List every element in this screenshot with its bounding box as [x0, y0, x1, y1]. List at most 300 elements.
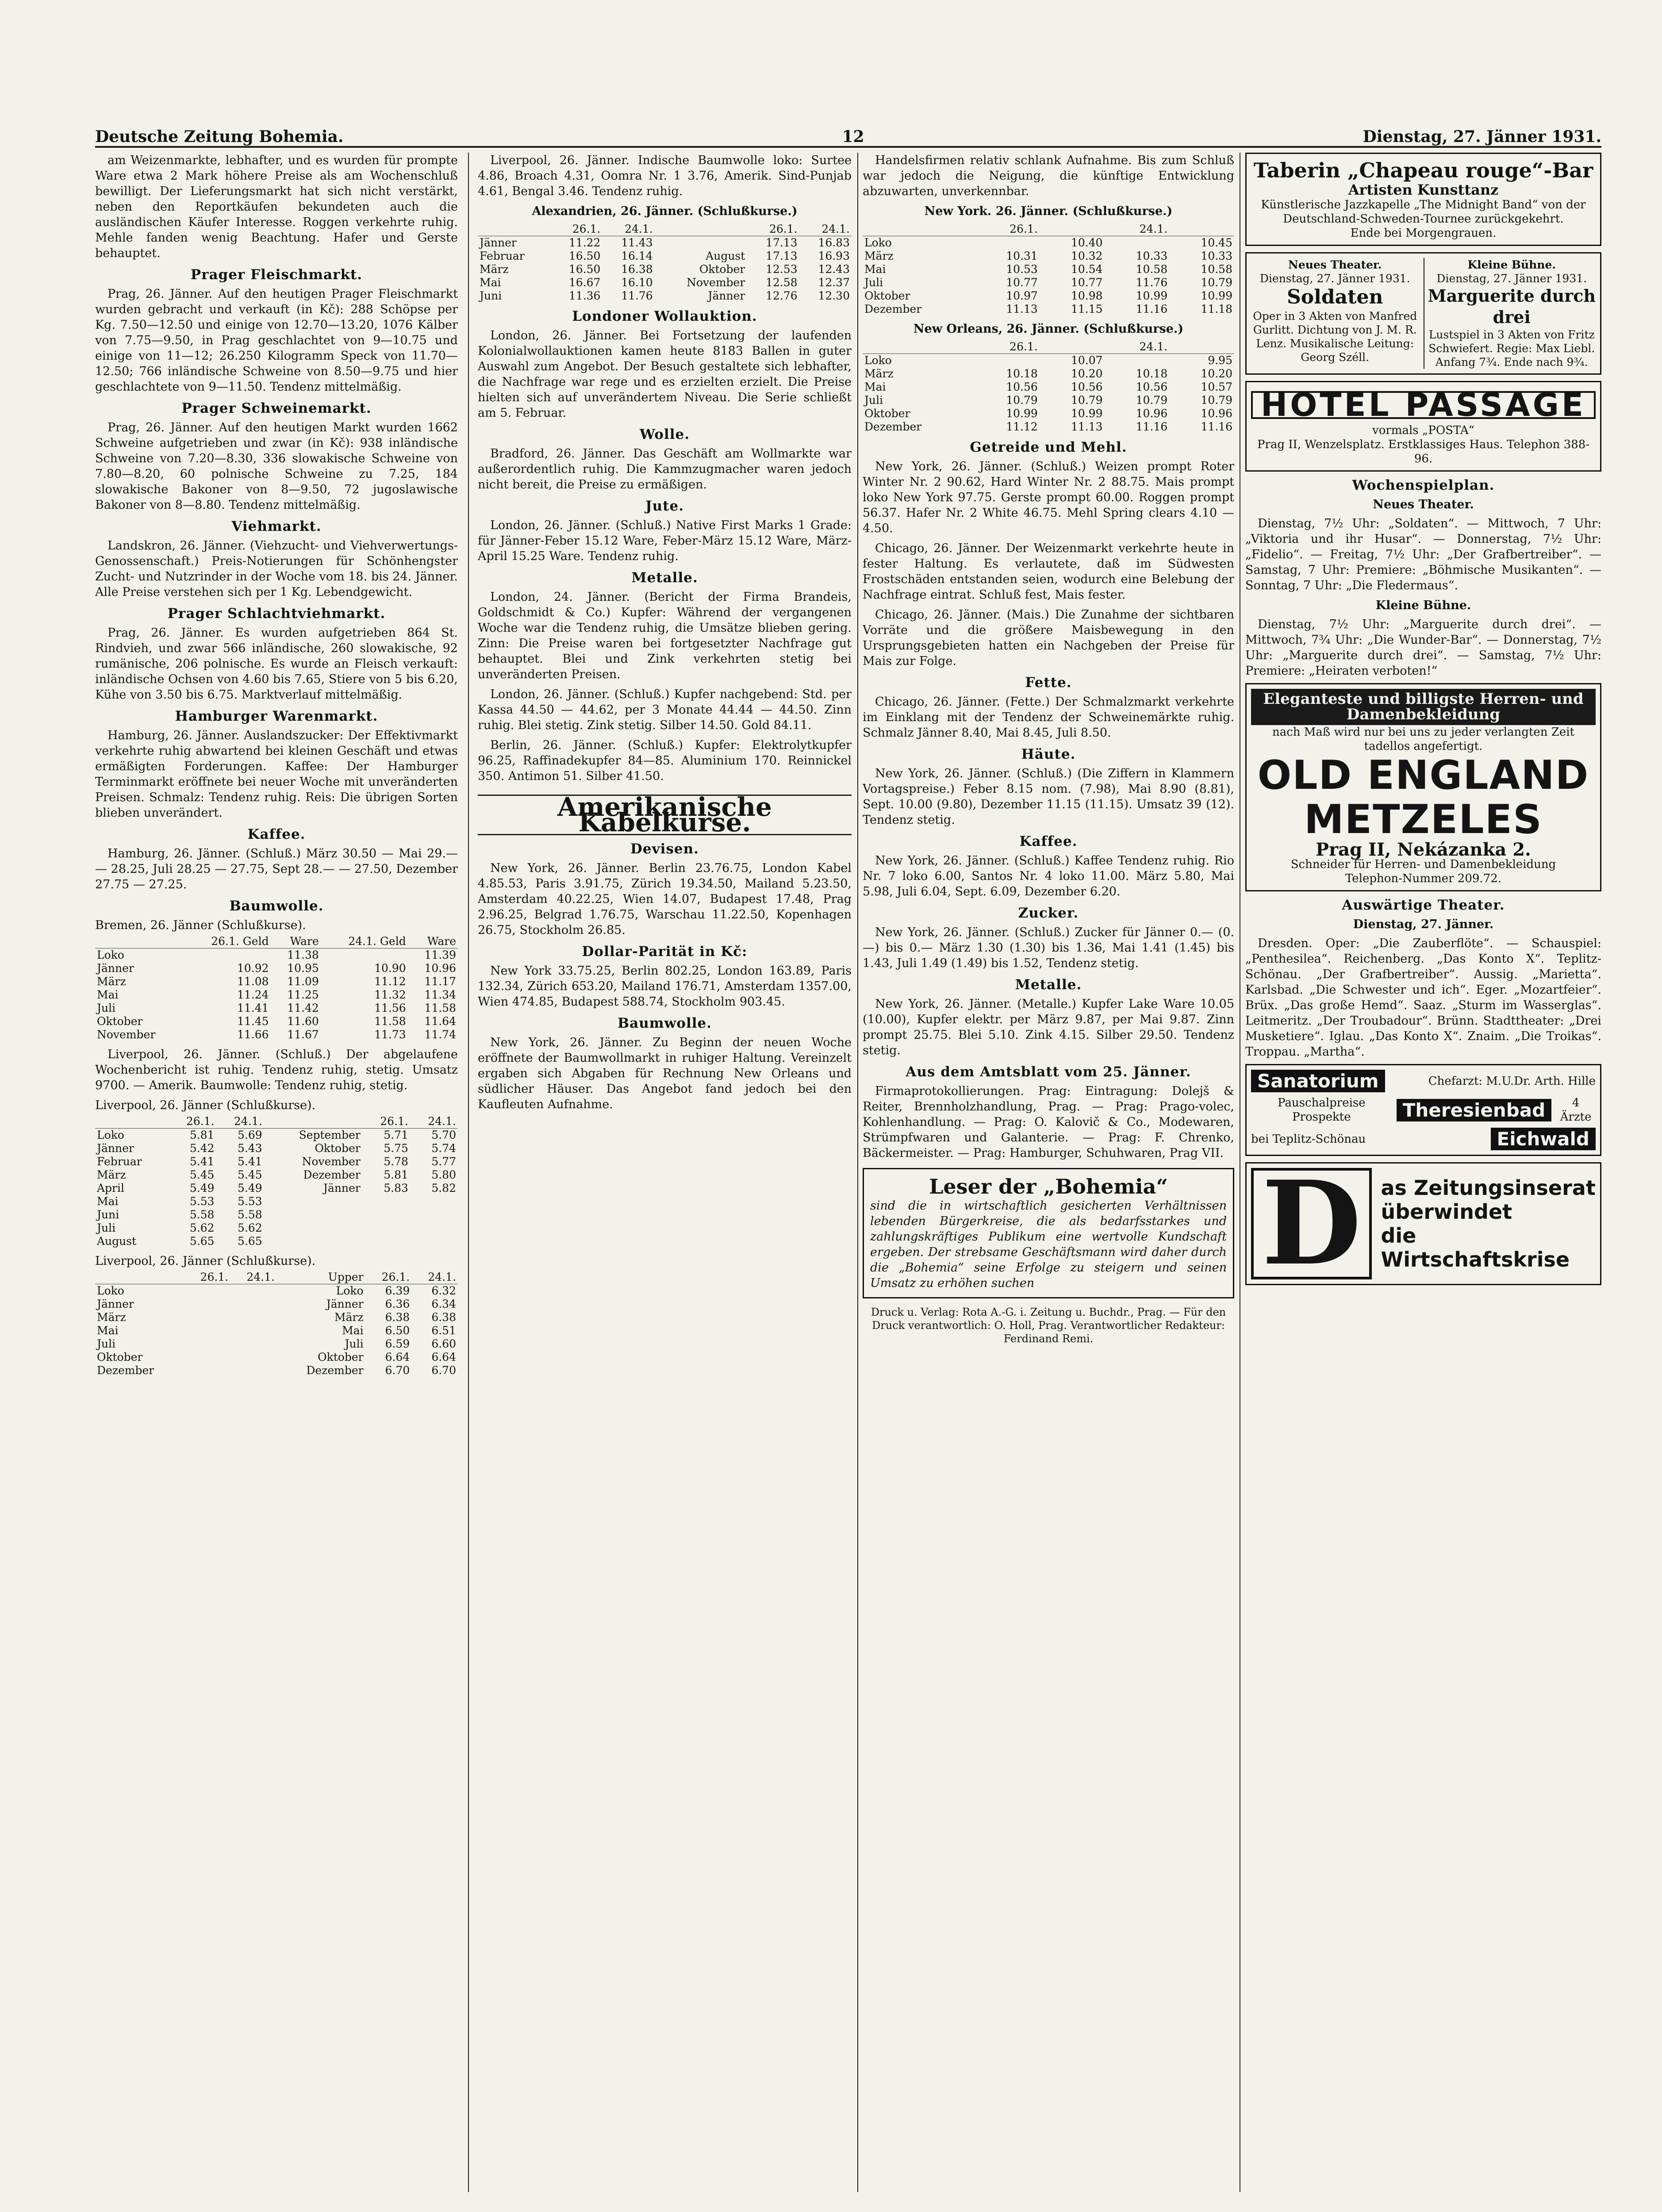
table-header-row [95, 1271, 458, 1284]
table-cell: Oktober [97, 1015, 143, 1028]
article-text: Handelsfirmen relativ schlank Aufnahme. Bis zum Schluß war jedoch die Neigung, die künftige Entwicklung abzuwarten, unverkennbar. [863, 154, 1234, 198]
table-cell: 6.64 [431, 1351, 456, 1363]
table-row [95, 1182, 458, 1195]
table-row [95, 1028, 458, 1041]
article-text: New York, 26. Jänner. Zu Beginn der neuen Woche eröffnete der Baumwollmarkt in ruhiger Haltung. Vereinzelt ergaben sich Abgaben für Rechnung New Orleans und südlicher Häuser. Das Angebot fand jedoch bei den Kaufleuten Aufnahme. [478, 1036, 852, 1111]
table-cell: Juli [864, 394, 883, 407]
table-row [95, 949, 458, 962]
section-heading: Häute. [1021, 746, 1076, 762]
column-4 [1245, 153, 1601, 2192]
column-1 [95, 153, 458, 2192]
table-cell [184, 1324, 230, 1337]
article-text: New York, 26. Jänner. Berlin 23.76.75, London Kabel 4.85.53, Paris 3.91.75, Zürich 19.34.50, Mailand 5.23.50, Amsterdam 40.22.25, Wien 14.07, Budapest 17.48, Prag 2.96.25, Belgrad 1.76.75, Warschau 11.22.50, Kopenhagen 26.75, Stockholm 26.85. [478, 861, 852, 937]
table-cell: 5.43 [237, 1142, 262, 1155]
table-cell: 12.30 [818, 289, 850, 302]
table-cell [264, 1208, 362, 1221]
article-text: Liverpool, 26. Jänner. (Schluß.) Der abgelaufene Wochenbericht ist ruhig. Tendenz ruhig, stetig. Umsatz 9700. — Amerik. Baumwolle: Tendenz ruhig, stetig. [95, 1048, 458, 1092]
table-cell: 6.60 [431, 1337, 456, 1350]
table-header-row [478, 223, 852, 236]
table-cell: 5.81 [384, 1168, 408, 1181]
table-row [95, 1155, 458, 1168]
table-cell: 11.25 [287, 988, 319, 1001]
table-cell: 5.45 [189, 1168, 215, 1181]
table-cell: 5.49 [189, 1182, 215, 1194]
table-cell: 10.77 [1071, 276, 1103, 289]
table-cell: September [299, 1129, 361, 1141]
table-row [478, 263, 852, 276]
table-cell: 11.73 [374, 1028, 406, 1041]
theater-date: Dienstag, 27. Jänner 1931. [1259, 272, 1410, 285]
table-cell: 11.12 [1006, 420, 1038, 433]
table-cell: Dezember [864, 420, 922, 433]
table-cell: 5.74 [431, 1142, 456, 1155]
table-cell: März [334, 1311, 364, 1324]
article-text: New York, 26. Jänner. (Schluß.) Kaffee Tendenz ruhig. Rio Nr. 7 loko 6.00, Santos Nr. 4 loko 11.00. März 5.80, Mai 5.98, Juli 6.04, Sept. 6.09, Dezember 6.20. [863, 854, 1234, 899]
table-row [95, 1298, 458, 1311]
table-cell [184, 1284, 230, 1298]
table-header-cell: Upper [276, 1271, 365, 1284]
table-row [95, 1002, 458, 1015]
slogan-line-1: as Zeitungsinserat [1381, 1176, 1596, 1200]
table-header-cell: 26.1. [550, 223, 602, 236]
article-text: am Weizenmarkte, lebhafter, und es wurden für prompte Ware etwa 2 Mark höhere Preise als am Wochenschluß bewilligt. Der Lieferungsmarkt hat sich nicht verstärkt, neben den Reportkäufen bekundeten auch die ausländischen Käufer Interesse. Roggen verkehrte ruhig. Mehle fanden wenig Beachtung. Hafer und Gerste behauptet. [95, 154, 458, 260]
table-cell: 5.78 [384, 1155, 408, 1168]
table-cell: Loko [97, 949, 124, 961]
table-cell: Loko [864, 236, 892, 249]
table-cell: 16.50 [568, 250, 601, 262]
slogan-line-2: überwindet [1381, 1200, 1512, 1224]
table-cell: Jänner [97, 962, 134, 975]
table-header-cell [655, 223, 747, 236]
table-cell [1105, 354, 1170, 368]
table-cell: 10.56 [1071, 380, 1103, 393]
subheading: Kleine Bühne. [1375, 599, 1471, 612]
table-cell [184, 949, 271, 962]
table-cell: 6.34 [431, 1298, 456, 1310]
table-cell [230, 1337, 276, 1351]
table-cell: 10.98 [1071, 289, 1103, 302]
table-cell: Dezember [306, 1364, 364, 1377]
table-cell: Mai [97, 1195, 119, 1208]
table-cell: 5.80 [431, 1168, 456, 1181]
table-cell: Dezember [97, 1364, 154, 1377]
table-cell: 10.18 [1006, 367, 1038, 380]
table-caption: Bremen, 26. Jänner (Schlußkurse). [95, 918, 306, 932]
table-cell: 16.38 [621, 263, 653, 276]
price-table [95, 935, 458, 1041]
table-cell: 12.76 [766, 289, 798, 302]
column-divider [857, 153, 858, 2192]
table-cell [184, 1311, 230, 1324]
table-cell: Mai [480, 276, 501, 289]
table-cell: 5.65 [237, 1235, 262, 1248]
table-header-cell: 26.1. [362, 1115, 410, 1129]
table-row [95, 1168, 458, 1182]
table-cell [184, 1364, 230, 1377]
table-cell: 10.45 [1201, 236, 1232, 249]
table-header-cell: Ware [408, 935, 458, 949]
table-cell: Oktober [318, 1351, 364, 1363]
theater-name: Neues Theater. [1288, 258, 1382, 271]
table-cell: 11.24 [237, 988, 269, 1001]
ad-title: Leser der „Bohemia“ [929, 1175, 1168, 1198]
play-title: Marguerite durch drei [1428, 286, 1596, 327]
table-cell: Mai [97, 988, 119, 1001]
table-cell: 11.58 [424, 1002, 456, 1014]
table-cell [184, 1337, 230, 1351]
table-cell: Juli [97, 1002, 116, 1014]
table-caption: New Orleans, 26. Jänner. (Schlußkurse.) [913, 322, 1184, 336]
table-row [95, 1129, 458, 1142]
table-cell: 10.79 [1006, 394, 1038, 407]
table-cell [362, 1235, 410, 1248]
table-cell [975, 354, 1040, 368]
table-cell: 10.56 [1006, 380, 1038, 393]
table-cell: 11.15 [1071, 303, 1103, 315]
table-caption: Liverpool, 26. Jänner (Schlußkurse). [95, 1098, 316, 1112]
table-cell: 10.32 [1071, 250, 1103, 262]
table-cell: Jänner [97, 1298, 134, 1310]
table-cell: 11.38 [287, 949, 319, 961]
ad-text: sind die in wirtschaftlich gesicherten Verhältnissen lebenden Bürgerkreise, die als bedarfsstarkes und zahlungskräftiges Publikum eine wertvolle Kundschaft ergeben. Der strebsame Geschäftsmann wird daher durch die „Bohemia“ seine Erfolge zu steigern und seinen Umsatz zu erhöhen suchen [870, 1199, 1227, 1290]
table-cell: 10.18 [1136, 367, 1168, 380]
table-cell: Jänner [708, 289, 745, 302]
hotel-text: Prag II, Wenzelsplatz. Erstklassiges Haus. Telephon 388-96. [1257, 438, 1590, 465]
table-cell: 10.53 [1006, 263, 1038, 276]
table-cell: 17.13 [766, 250, 798, 262]
table-row [863, 263, 1234, 276]
table-cell: 5.71 [384, 1129, 408, 1141]
table-cell: März [480, 263, 509, 276]
table-cell: Juli [97, 1221, 116, 1234]
table-header-cell: 26.1. [747, 223, 799, 236]
table-cell: Loko [97, 1129, 124, 1141]
table-header-cell: 24.1. Geld [321, 935, 408, 949]
table-cell: 5.41 [189, 1155, 215, 1168]
table-cell: 10.77 [1006, 276, 1038, 289]
table-header-cell [1040, 223, 1105, 236]
table-cell [321, 949, 408, 962]
table-cell: Februar [97, 1155, 142, 1168]
table-cell: 12.58 [766, 276, 798, 289]
theater-name: Kleine Bühne. [1467, 258, 1556, 271]
table-row [863, 394, 1234, 407]
bohemia-ad [863, 1168, 1234, 1298]
table-cell: Juli [864, 276, 883, 289]
table-cell: 16.93 [818, 250, 850, 262]
price-table [863, 223, 1234, 316]
play-text: Oper in 3 Akten von Manfred Gurlitt. Dichtung von J. M. R. Lenz. Musikalische Leitung: Georg Széll. [1253, 310, 1417, 364]
table-cell [264, 1195, 362, 1208]
table-header-cell: 24.1. [411, 1271, 458, 1284]
ad-brand: OLD ENGLAND METZELES [1257, 752, 1589, 843]
table-cell: Juni [480, 289, 502, 302]
table-row [95, 975, 458, 988]
initial-letter: D [1251, 1168, 1372, 1279]
table-header-cell [95, 1115, 169, 1129]
table-cell [1105, 236, 1170, 250]
table-row [863, 250, 1234, 263]
table-row [863, 407, 1234, 420]
table-cell: 11.41 [237, 1002, 269, 1014]
table-cell: Oktober [864, 289, 910, 302]
article-text: New York 33.75.25, Berlin 802.25, London 163.89, Paris 132.34, Zürich 653.20, Mailand 176.71, Amsterdam 1357.00, Wien 474.85, Budapest 588.74, Stockholm 903.45. [478, 964, 852, 1009]
table-cell [362, 1208, 410, 1221]
table-cell: 5.58 [189, 1208, 215, 1221]
price-table [95, 1271, 458, 1377]
table-cell: 6.70 [385, 1364, 410, 1377]
table-row [863, 367, 1234, 380]
article-text: Prag, 26. Jänner. Es wurden aufgetrieben 864 St. Rindvieh, und zwar 566 inländische, 260 slowakische, 92 rumänische, 206 polnische. Es wurde an Fleisch verkauft: inländische Ochsen von 4.60 bis 7.65, Stiere von 5 bis 6.20, Kühe von 3.50 bis 6.75. Marktverlauf mittelmäßig. [95, 626, 458, 702]
table-cell: Juli [345, 1337, 364, 1350]
table-cell [362, 1195, 410, 1208]
column-3 [863, 153, 1234, 2192]
page-header [95, 115, 1601, 148]
article-text: Chicago, 26. Jänner. (Fette.) Der Schmalzmarkt verkehrte im Einklang mit der Tendenz der Schweinemärkte ruhig. Schmalz Jänner 8.40, Mai 8.45, Juli 8.50. [863, 695, 1234, 740]
table-header-cell: Ware [271, 935, 321, 949]
table-cell [184, 1298, 230, 1311]
table-cell: 10.99 [1136, 289, 1168, 302]
header-date: Dienstag, 27. Jänner 1931. [1363, 127, 1601, 146]
table-cell [975, 236, 1040, 250]
article-text: London, 26. Jänner. (Schluß.) Native First Marks 1 Grade: für Jänner-Feber 15.12 Ware, Feber-März 15.12 Ware, März-April 15.25 Ware. Tendenz ruhig. [478, 518, 852, 563]
subheading: Neues Theater. [1373, 498, 1474, 511]
table-cell: 11.13 [1071, 420, 1103, 433]
article-text: Prag, 26. Jänner. Auf den heutigen Markt wurden 1662 Schweine aufgetrieben und zwar (in Kč): 938 inländische Schweine von 7.20—8.30, 336 slowakische Schweine von 7.80—8.20, 60 polnische Schweine zu 7.25, 184 slowakische Bakoner von 8—9.50, 72 jugoslawische Bakoner von 8—8.80. Tendenz mittelmäßig. [95, 421, 458, 512]
table-cell [230, 1298, 276, 1311]
table-cell: Jänner [480, 236, 517, 249]
table-cell: 10.79 [1201, 394, 1232, 407]
bar-ad [1245, 153, 1601, 246]
table-cell: November [687, 276, 745, 289]
ad-subtitle: Artisten Kunsttanz [1348, 181, 1499, 198]
table-row [95, 1351, 458, 1364]
table-cell: Mai [97, 1324, 119, 1337]
table-cell: März [97, 1311, 126, 1324]
sana-prices: Pauschalpreise Prospekte [1278, 1096, 1366, 1124]
table-cell: 10.40 [1071, 236, 1103, 249]
table-cell: 11.76 [621, 289, 653, 302]
table-cell: 11.34 [424, 988, 456, 1001]
table-cell [362, 1221, 410, 1235]
column-divider [468, 153, 469, 2192]
table-row [95, 1284, 458, 1298]
price-table [478, 223, 852, 303]
article-text: Hamburg, 26. Jänner. (Schluß.) März 30.50 — Mai 29.— — 28.25, Juli 28.25 — 27.75, Sept 28.— — 27.50, Dezember 27.75 — 27.25. [95, 847, 458, 891]
table-header-cell: 24.1. [799, 223, 852, 236]
table-cell: 11.12 [374, 975, 406, 988]
table-cell: 11.43 [621, 236, 653, 249]
table-cell: 6.51 [431, 1324, 456, 1337]
table-cell: 11.58 [374, 1015, 406, 1028]
table-row [863, 420, 1234, 434]
table-cell: Oktober [864, 407, 910, 420]
table-cell: 10.33 [1201, 250, 1232, 262]
table-row [863, 276, 1234, 289]
table-row [863, 354, 1234, 368]
table-cell: 10.57 [1201, 380, 1232, 393]
table-cell: Jänner [326, 1298, 364, 1310]
table-header-row [95, 935, 458, 949]
table-header-cell [1040, 340, 1105, 354]
table-cell: 6.64 [385, 1351, 410, 1363]
section-heading: Auswärtige Theater. [1342, 897, 1505, 913]
table-cell: 5.70 [431, 1129, 456, 1141]
table-cell: November [97, 1028, 156, 1041]
table-cell: 6.50 [385, 1324, 410, 1337]
table-cell: 6.36 [385, 1298, 410, 1310]
table-cell: 12.53 [766, 263, 798, 276]
article-text: Dienstag, 7½ Uhr: „Soldaten“. — Mittwoch, 7 Uhr: „Viktoria und ihr Husar“. — Donnerstag, 7½ Uhr: „Fidelio“. — Freitag, 7½ Uhr: „Der Grafbertreiber“. — Samstag, 7 Uhr: Premiere: „Böhmische Musikanten“. — Sonntag, 7 Uhr: „Die Fledermaus“. [1245, 517, 1601, 592]
table-cell: 16.67 [568, 276, 601, 289]
table-cell: 10.33 [1136, 250, 1168, 262]
table-header-cell: 26.1. [169, 1115, 216, 1129]
table-cell: Februar [480, 250, 525, 262]
section-banner: Amerikanische Kabelkurse. [478, 795, 852, 835]
table-cell: 5.58 [237, 1208, 262, 1221]
article-text: London, 24. Jänner. (Bericht der Firma Brandeis, Goldschmidt & Co.) Kupfer: Während der vergangenen Woche war die Tendenz ruhig, die Umsätze blieben gering. Zinn: Die Preise waren bei fortgesetzter Nachfrage gut behauptet. Blei und Zink verkehrten stetig bei unveränderten Preisen. [478, 590, 852, 681]
article-text: Bradford, 26. Jänner. Das Geschäft am Wollmarkte war außerordentlich ruhig. Die Kammzugmacher waren jedoch nicht bereit, die Preise zu ermäßigen. [478, 447, 852, 492]
table-header-cell: 26.1. [365, 1271, 412, 1284]
article-text: Dresden. Oper: „Die Zauberflöte“. — Schauspiel: „Penthesilea“. Reichenberg. „Das Konto X“. Teplitz-Schönau. „Der Grafbertreiber“. Aussig. „Marietta“. Karlsbad. „Die Schwester und ich“. Eger. „Mozartfeier“. Brüx. „Das große Hemd“. Saaz. „Sturm im Wasserglas“. Leitmeritz. „Der Troubadour“. Brünn. Stadttheater: „Drei Musketiere“. Iglau. „Das Konto X“. Znaim. „Die Troikas“. Troppau. „Martha“. [1245, 937, 1601, 1059]
table-cell: 11.66 [237, 1028, 269, 1041]
table-header-cell [95, 935, 184, 949]
table-cell: 10.79 [1136, 394, 1168, 407]
table-header-cell [1169, 340, 1234, 354]
table-header-cell: 26.1. [184, 1271, 230, 1284]
table-cell: Mai [864, 380, 886, 393]
table-caption: Liverpool, 26. Jänner (Schlußkurse). [95, 1254, 316, 1268]
table-cell: 10.99 [1201, 289, 1232, 302]
table-cell: 11.17 [424, 975, 456, 988]
table-header-cell: 24.1. [1105, 340, 1170, 354]
table-header-cell: 26.1. [975, 223, 1040, 236]
table-header-row [95, 1115, 458, 1129]
article-text: Hamburg, 26. Jänner. Auslandszucker: Der Effektivmarkt verkehrte ruhig abwartend bei kleinen Geschäft und etwas ermäßigten Forderungen. Kaffee: Der Hamburger Terminmarkt eröffnete bei neuer Woche mit unveränderten Preisen. Schmalz: Tendenz ruhig. Reis: Die übrigen Sorten blieben unverändert. [95, 729, 458, 820]
section-heading: Zucker. [1018, 905, 1079, 921]
table-cell: Jänner [323, 1182, 361, 1194]
table-cell: 11.64 [424, 1015, 456, 1028]
table-header-cell: 24.1. [410, 1115, 458, 1129]
price-table [95, 1115, 458, 1248]
table-header-row [863, 223, 1234, 236]
theater-box [1245, 252, 1601, 375]
table-cell [230, 1351, 276, 1364]
table-cell: 11.56 [374, 1002, 406, 1014]
table-cell: April [97, 1182, 124, 1194]
table-cell: 11.74 [424, 1028, 456, 1041]
table-header-cell: 24.1. [230, 1271, 276, 1284]
ad-text: Schneider für Herren- und Damenbekleidung [1290, 858, 1556, 871]
table-row [95, 1337, 458, 1351]
table-cell: 10.96 [424, 962, 456, 975]
table-header-cell: 26.1. [975, 340, 1040, 354]
table-cell: März [864, 367, 894, 380]
table-row [863, 236, 1234, 250]
section-heading: Dollar-Parität in Kč: [582, 944, 748, 960]
slogan-line-3: die Wirtschaftskrise [1381, 1224, 1570, 1271]
page-number: 12 [842, 127, 864, 146]
header-title: Deutsche Zeitung Bohemia. [95, 127, 344, 146]
table-row [95, 1235, 458, 1248]
table-row [478, 250, 852, 263]
table-row [478, 289, 852, 303]
table-cell: 10.20 [1201, 367, 1232, 380]
table-cell: 12.37 [818, 276, 850, 289]
table-cell: 5.82 [431, 1182, 456, 1194]
table-cell: 5.49 [237, 1182, 262, 1194]
table-cell: 5.65 [189, 1235, 215, 1248]
table-cell: 5.62 [237, 1221, 262, 1234]
table-cell: Loko [864, 354, 892, 367]
table-row [478, 276, 852, 289]
sana-town: Eichwald [1491, 1128, 1596, 1150]
table-cell: 10.90 [374, 962, 406, 975]
table-cell: Jänner [97, 1142, 134, 1155]
table-cell: 5.53 [189, 1195, 215, 1208]
table-cell: Mai [342, 1324, 364, 1337]
article-text: New York, 26. Jänner. (Schluß.) Zucker für Jänner 0.— (0.—) bis 0.— März 1.30 (1.30) bis 1.36, Mai 1.41 (1.45) bis 1.43, Juli 1.49 (1.49) bis 1.52, Tendenz stetig. [863, 926, 1234, 970]
table-cell: 10.20 [1071, 367, 1103, 380]
table-row [95, 1015, 458, 1028]
table-row [95, 962, 458, 975]
table-cell: Dezember [864, 303, 922, 315]
table-cell [230, 1284, 276, 1298]
ad-title: Taberin „Chapeau rouge“-Bar [1253, 158, 1593, 182]
table-cell: 10.31 [1006, 250, 1038, 262]
table-cell: 10.79 [1201, 276, 1232, 289]
table-cell: 5.75 [384, 1142, 408, 1155]
table-cell: 5.81 [189, 1129, 215, 1141]
sanatorium-ad [1245, 1064, 1601, 1156]
table-cell: 11.45 [237, 1015, 269, 1028]
table-cell: 10.79 [1071, 394, 1103, 407]
table-row [95, 1364, 458, 1377]
article-text: Landskron, 26. Jänner. (Viehzucht- und Viehverwertungs-Genossenschaft.) Preis-Notierungen für Schönhengster Zucht- und Nutzrinder in der Woche vom 18. bis 24. Jänner. Alle Preise verstehen sich per 1 Kg. Lebendgewicht. [95, 539, 458, 599]
table-cell: 5.69 [237, 1129, 262, 1141]
table-cell: Dezember [303, 1168, 361, 1181]
table-cell: Mai [864, 263, 886, 276]
play-text: Lustspiel in 3 Akten von Fritz Schwiefert. Regie: Max Liebl. Anfang 7¾. Ende nach 9¾. [1428, 328, 1595, 369]
subheading: Dienstag, 27. Jänner. [1353, 918, 1494, 931]
ad-slogan-box [1245, 1156, 1601, 1291]
theater-date: Dienstag, 27. Jänner 1931. [1436, 272, 1587, 285]
table-header-cell [264, 1115, 362, 1129]
sana-doctors: 4 Ärzte [1560, 1096, 1592, 1124]
table-cell: 10.54 [1071, 263, 1103, 276]
table-header-cell [478, 223, 550, 236]
section-heading: Kaffee. [247, 826, 306, 842]
table-cell: Loko [97, 1284, 124, 1297]
table-cell: 16.83 [818, 236, 850, 249]
sana-place: Theresienbad [1397, 1099, 1552, 1121]
section-heading: Wochenspielplan. [1352, 477, 1495, 493]
section-heading: Baumwolle. [229, 898, 324, 914]
table-cell [410, 1195, 458, 1208]
table-row [863, 380, 1234, 394]
table-header-cell: 26.1. Geld [184, 935, 271, 949]
table-cell: 5.42 [189, 1142, 215, 1155]
table-cell: 10.99 [1071, 407, 1103, 420]
section-heading: Kaffee. [1019, 833, 1078, 849]
section-heading: Metalle. [631, 570, 698, 586]
table-cell: 11.39 [424, 949, 456, 961]
table-cell: 11.16 [1136, 420, 1168, 433]
sana-doctor: Chefarzt: M.U.Dr. Arth. Hille [1428, 1074, 1596, 1088]
table-row [863, 303, 1234, 316]
table-header-cell [863, 223, 975, 236]
table-cell: Oktober [315, 1142, 361, 1155]
